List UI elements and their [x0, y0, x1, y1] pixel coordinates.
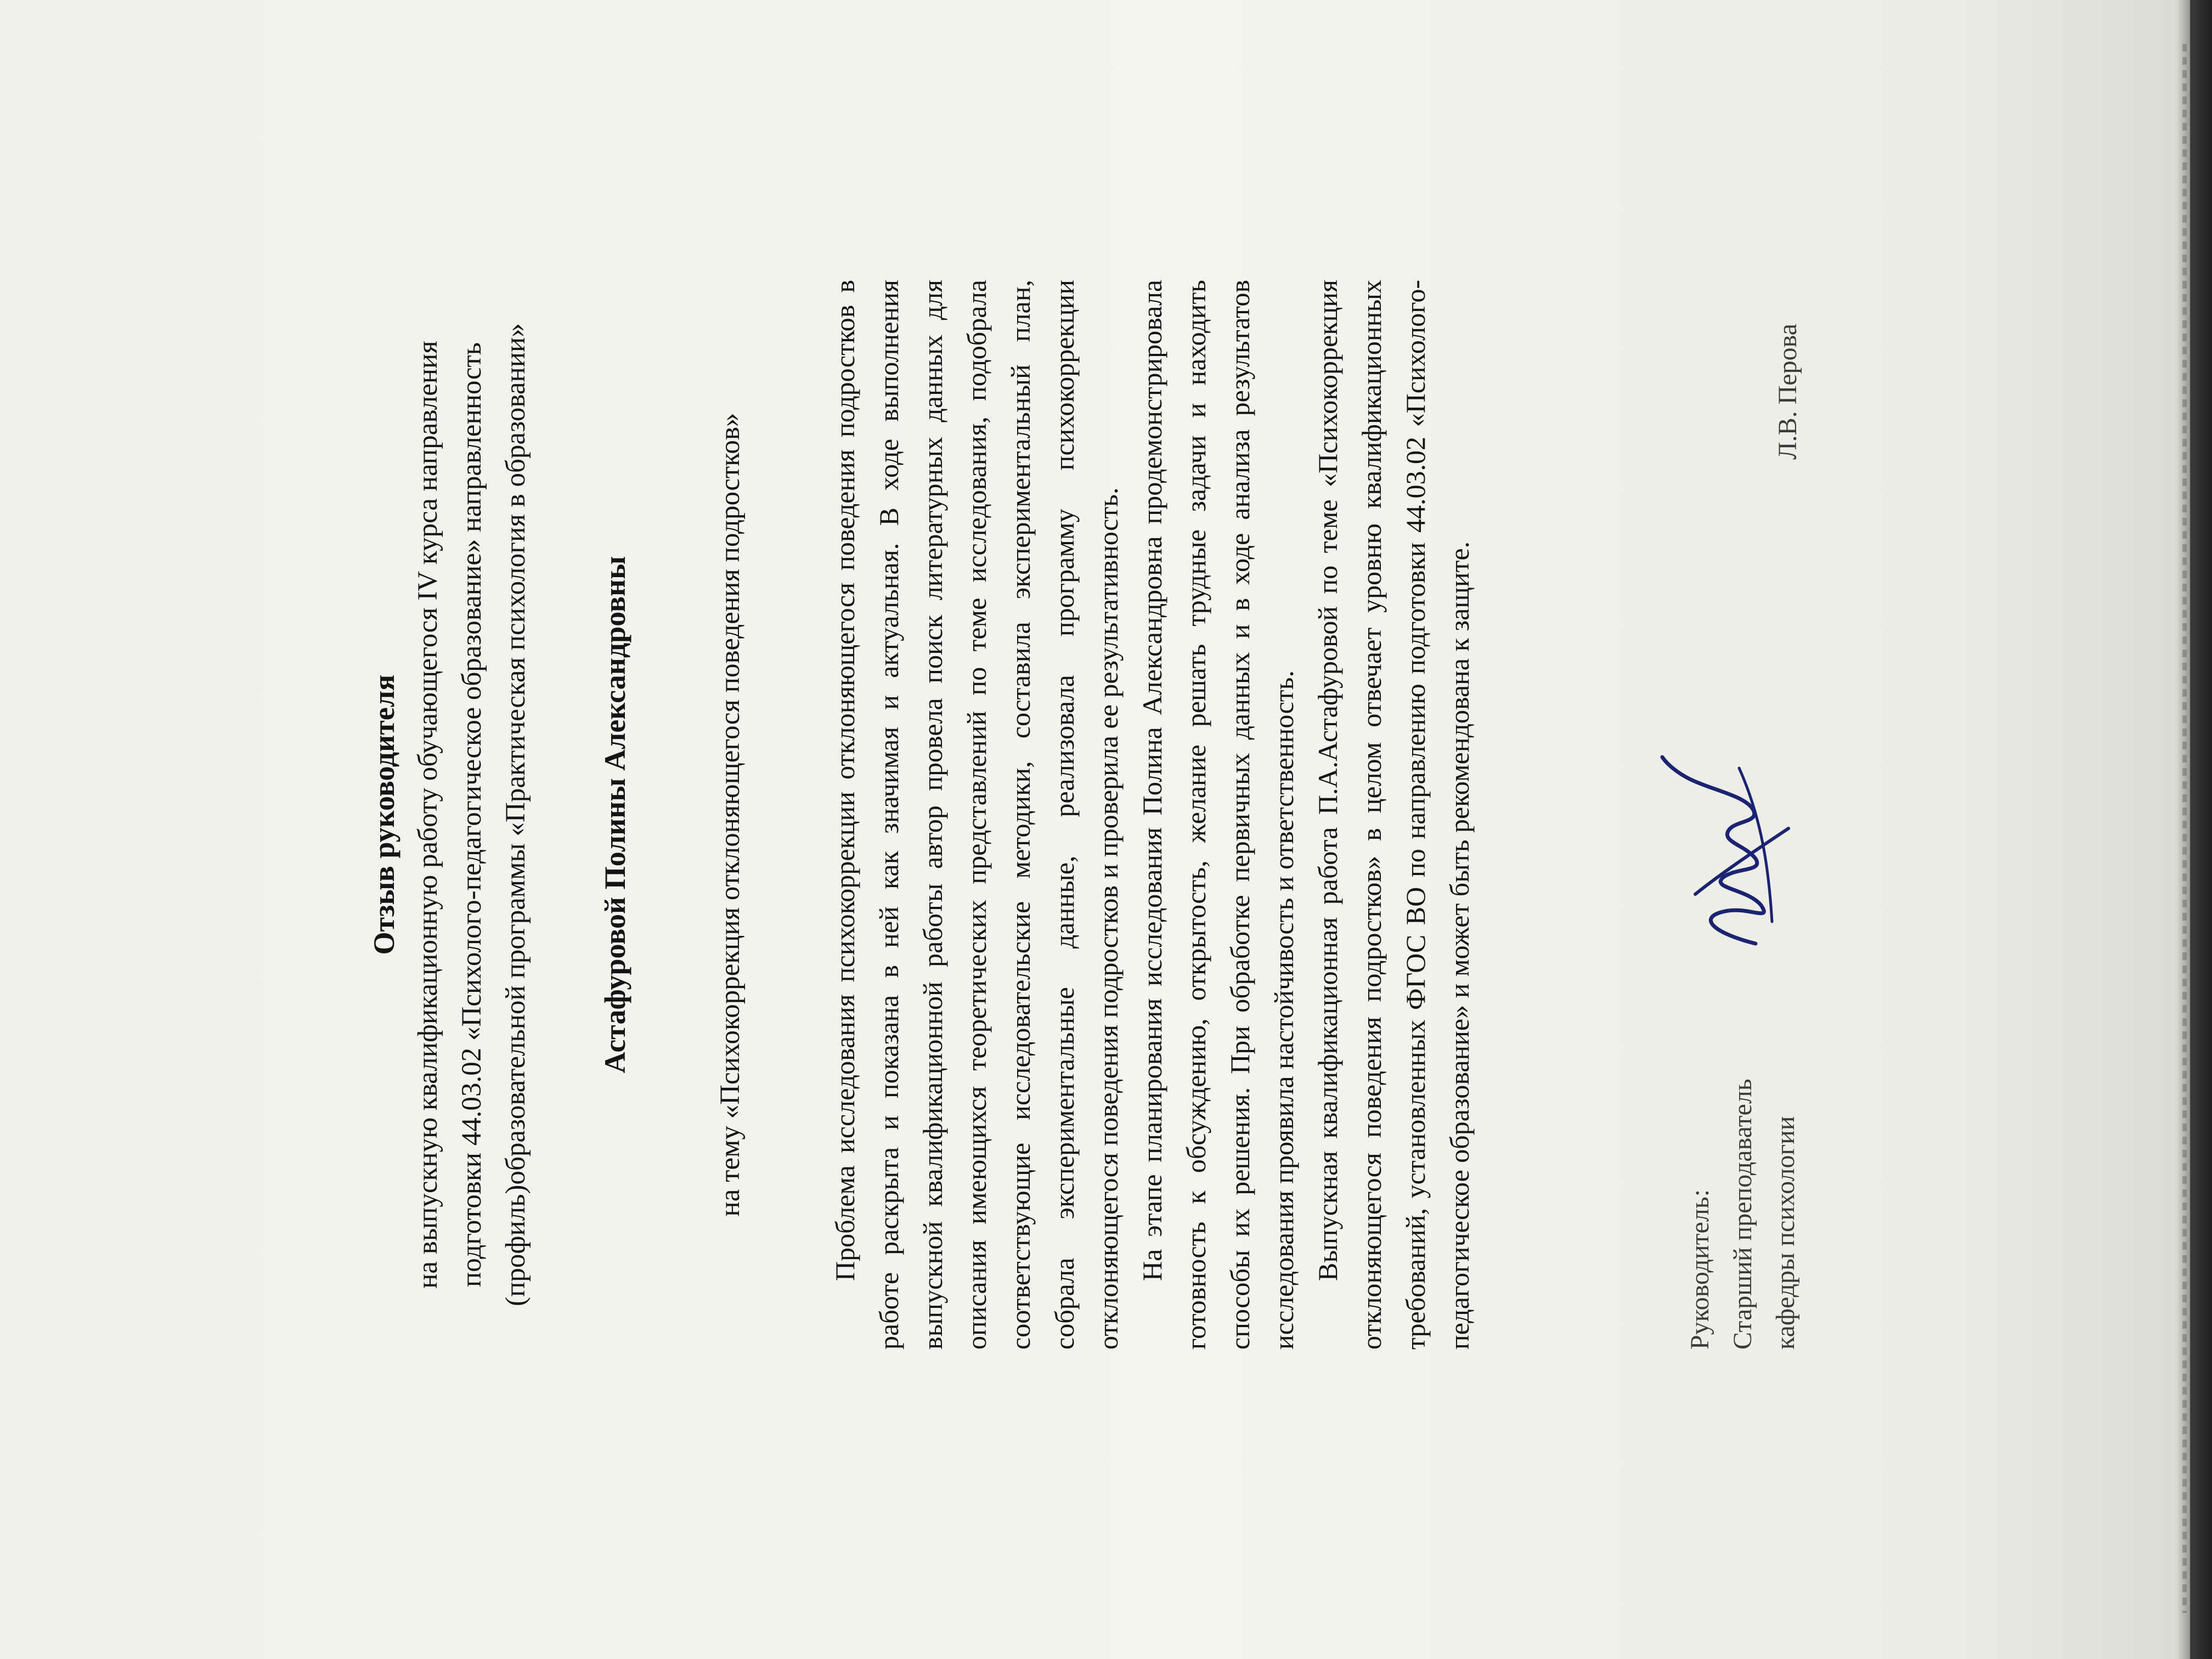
review-paragraph: Проблема исследования психокоррекции отклоняющегося поведения подростков в работе раскрыта и показана в ней как значимая и актуальная. В ходе выполнения выпускной квалификационной работы автор провела поиск литературных данных для описания имеющихся теоретических представлений по теме исследования, подобрала соответствующие исследовательские методики, составила экспериментальный план, собрала экспериментальные данные, реализовала программу психокоррекции отклоняющегося поведения подростков и проверила ее результативность.: [830, 280, 1124, 1350]
signature-block: [1679, 280, 1887, 1350]
table-edge: [2190, 0, 2212, 1659]
review-body: [823, 280, 1481, 1350]
intro-line: (профиль)образовательной программы «Практическая психология в образовании»: [500, 323, 531, 1306]
intro-line: на выпускную квалификационную работу обучающегося IV курса направления: [413, 341, 443, 1289]
document-page: [274, 214, 1931, 1443]
role-line: кафедры психологии: [1771, 1116, 1800, 1350]
thesis-topic: на тему «Психокоррекция отклоняющегося поведения подростков»: [715, 413, 746, 1217]
role-line: Руководитель:: [1685, 1189, 1714, 1350]
role-line: Старший преподаватель: [1728, 1079, 1757, 1350]
document-header: [362, 280, 538, 1350]
document-title: Отзыв руководителя: [368, 674, 400, 955]
supervisor-role: [1679, 1079, 1807, 1350]
supervisor-name: Л.В. Перова: [1773, 324, 1802, 460]
handwritten-signature: [1646, 746, 1810, 955]
intro-line: подготовки 44.03.02 «Психолого-педагогическое образование» направленность: [456, 342, 487, 1287]
review-paragraph: На этапе планирования исследования Полина Александровна продемонстрировала готовность к обсуждению, открытость, желание решать трудные задачи и находить способы их решения. При обработке первичных данных и в ходе анализа результатов исследования проявила настойчивость и ответственность.: [1137, 280, 1299, 1350]
student-name: Астафуровой Полины Александровны: [599, 556, 631, 1074]
review-paragraph: Выпускная квалификационная работа П.А.Астафуровой по теме «Психокоррекция отклоняющегося поведения подростков» в целом отвечает уровню квалификационных требований, установленных ФГОС ВО по направлению подготовки 44.03.02 «Психолого-педагогическое образование» и может быть рекомендована к защите.: [1312, 280, 1475, 1350]
